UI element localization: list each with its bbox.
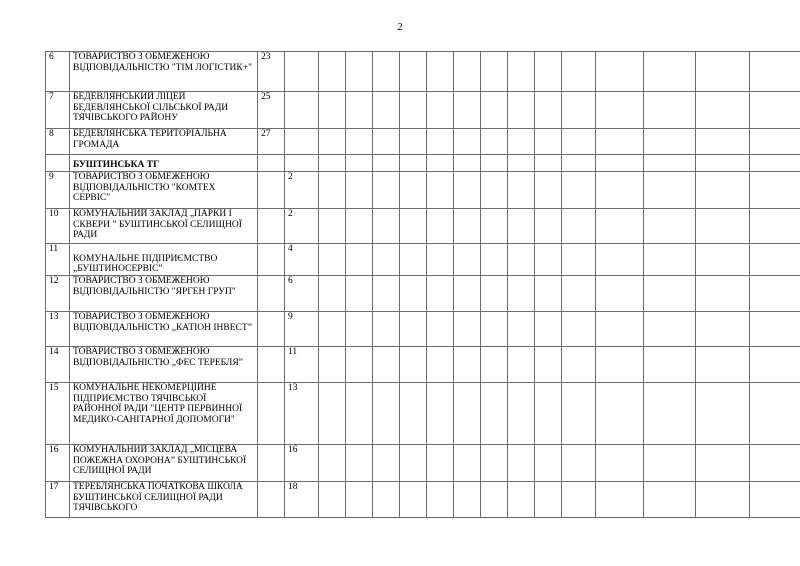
value-col-a [258,312,285,347]
empty-cell [400,312,427,347]
empty-cell [373,347,400,383]
empty-cell [535,209,562,244]
empty-cell [596,312,644,347]
empty-cell [562,383,596,445]
empty-cell [454,445,481,482]
empty-cell [696,445,750,482]
empty-cell [696,129,750,155]
organization-name: ТОВАРИСТВО З ОБМЕЖЕНОЮ ВІДПОВІДАЛЬНІСТЮ „ФЕС ТЕРЕБЛЯ” [70,347,258,383]
value-col-a [258,383,285,445]
empty-cell [400,155,427,172]
empty-cell [508,244,535,276]
empty-cell [508,347,535,383]
empty-cell [346,312,373,347]
organization-name: ТОВАРИСТВО З ОБМЕЖЕНОЮ ВІДПОВІДАЛЬНІСТЮ "ЯРГЕН ГРУП" [70,276,258,312]
value-col-a: 23 [258,52,285,92]
section-row [46,155,800,172]
empty-cell [346,155,373,172]
empty-cell [400,383,427,445]
empty-cell [562,482,596,518]
empty-cell [373,276,400,312]
empty-cell [508,52,535,92]
empty-cell [454,244,481,276]
empty-cell [508,129,535,155]
empty-cell [319,347,346,383]
value-col-b [285,155,319,172]
empty-cell [750,52,800,92]
empty-cell [644,383,696,445]
empty-cell [454,482,481,518]
empty-cell [346,172,373,209]
empty-cell [400,244,427,276]
empty-cell [481,445,508,482]
value-col-b [285,92,319,129]
empty-cell [319,155,346,172]
empty-cell [400,276,427,312]
empty-cell [644,52,696,92]
empty-cell [400,209,427,244]
empty-cell [346,209,373,244]
empty-cell [454,155,481,172]
empty-cell [373,209,400,244]
empty-cell [696,482,750,518]
empty-cell [427,244,454,276]
empty-cell [481,52,508,92]
empty-cell [508,209,535,244]
empty-cell [346,129,373,155]
empty-cell [346,92,373,129]
empty-cell [596,172,644,209]
empty-cell [596,155,644,172]
empty-cell [373,383,400,445]
empty-cell [535,155,562,172]
empty-cell [644,482,696,518]
value-col-a [258,172,285,209]
empty-cell [427,155,454,172]
row-number: 9 [46,172,70,209]
empty-cell [644,209,696,244]
empty-cell [696,209,750,244]
empty-cell [562,92,596,129]
empty-cell [481,276,508,312]
empty-cell [508,445,535,482]
value-col-b: 2 [285,209,319,244]
table-row [46,92,800,129]
value-col-b: 16 [285,445,319,482]
empty-cell [454,52,481,92]
row-number: 14 [46,347,70,383]
empty-cell [644,92,696,129]
empty-cell [508,276,535,312]
empty-cell [696,312,750,347]
empty-cell [596,52,644,92]
table-row [46,172,800,209]
empty-cell [535,347,562,383]
table-row [46,276,800,312]
empty-cell [644,445,696,482]
table-row [46,129,800,155]
empty-cell [562,155,596,172]
empty-cell [750,276,800,312]
empty-cell [427,445,454,482]
value-col-b: 18 [285,482,319,518]
row-number: 10 [46,209,70,244]
empty-cell [644,244,696,276]
empty-cell [644,312,696,347]
empty-cell [346,276,373,312]
empty-cell [644,155,696,172]
empty-cell [454,312,481,347]
section-title: БУШТИНСЬКА ТГ [70,155,258,172]
empty-cell [400,482,427,518]
empty-cell [400,129,427,155]
table-row [46,209,800,244]
value-col-b: 4 [285,244,319,276]
empty-cell [400,445,427,482]
empty-cell [596,209,644,244]
empty-cell [696,52,750,92]
empty-cell [427,172,454,209]
empty-cell [596,482,644,518]
organization-name: БЕДЕВЛЯНСЬКА ТЕРИТОРІАЛЬНА ГРОМАДА [70,129,258,155]
row-number: 15 [46,383,70,445]
value-col-a [258,276,285,312]
empty-cell [373,445,400,482]
empty-cell [562,244,596,276]
empty-cell [562,276,596,312]
empty-cell [427,52,454,92]
table-row [46,312,800,347]
empty-cell [750,347,800,383]
empty-cell [481,92,508,129]
empty-cell [508,155,535,172]
empty-cell [481,209,508,244]
empty-cell [508,383,535,445]
empty-cell [319,383,346,445]
empty-cell [562,172,596,209]
organization-name: КОМУНАЛЬНЕ ПІДПРИЄМСТВО „БУШТИНОСЕРВІС” [70,244,258,276]
organization-name: БЕДЕВЛЯНСЬКИЙ ЛІЦЕЙ БЕДЕВЛЯНСЬКОЇ СІЛЬСЬКОЇ РАДИ ТЯЧІВСЬКОГО РАЙОНУ [70,92,258,129]
value-col-b: 2 [285,172,319,209]
organization-name: ТОВАРИСТВО З ОБМЕЖЕНОЮ ВІДПОВІДАЛЬНІСТЮ „КАТІОН ІНВЕСТ” [70,312,258,347]
empty-cell [750,209,800,244]
empty-cell [400,347,427,383]
empty-cell [596,92,644,129]
empty-cell [535,172,562,209]
empty-cell [696,276,750,312]
empty-cell [400,52,427,92]
empty-cell [750,172,800,209]
value-col-a [258,155,285,172]
empty-cell [644,172,696,209]
empty-cell [535,92,562,129]
value-col-a [258,244,285,276]
organization-name: КОМУНАЛЬНИЙ ЗАКЛАД „МІСЦЕВА ПОЖЕЖНА ОХОРОНА” БУШТИНСЬКОЇ СЕЛИЩНОЇ РАДИ [70,445,258,482]
empty-cell [346,383,373,445]
row-number: 6 [46,52,70,92]
empty-cell [481,347,508,383]
empty-cell [562,312,596,347]
empty-cell [535,312,562,347]
value-col-b: 6 [285,276,319,312]
value-col-b [285,129,319,155]
table-row [46,383,800,445]
empty-cell [750,92,800,129]
empty-cell [481,482,508,518]
empty-cell [373,172,400,209]
empty-cell [427,347,454,383]
empty-cell [400,92,427,129]
empty-cell [427,482,454,518]
empty-cell [535,445,562,482]
empty-cell [346,52,373,92]
empty-cell [319,172,346,209]
table-row [46,445,800,482]
organization-name: ТОВАРИСТВО З ОБМЕЖЕНОЮ ВІДПОВІДАЛЬНІСТЮ "ТІМ ЛОГІСТИК+" [70,52,258,92]
row-number: 7 [46,92,70,129]
empty-cell [454,383,481,445]
empty-cell [696,172,750,209]
empty-cell [508,312,535,347]
empty-cell [346,244,373,276]
empty-cell [508,482,535,518]
value-col-a [258,347,285,383]
empty-cell [346,347,373,383]
empty-cell [750,155,800,172]
empty-cell [454,92,481,129]
value-col-a [258,209,285,244]
empty-cell [319,445,346,482]
empty-cell [750,244,800,276]
empty-cell [508,172,535,209]
empty-cell [319,482,346,518]
empty-cell [750,312,800,347]
empty-cell [373,129,400,155]
page-number: 2 [397,21,403,33]
organization-name: ТЕРЕБЛЯНСЬКА ПОЧАТКОВА ШКОЛА БУШТИНСЬКОЇ СЕЛИЩНОЇ РАДИ ТЯЧІВСЬКОГО [70,482,258,518]
row-number: 11 [46,244,70,276]
empty-cell [427,312,454,347]
registry-table [45,51,800,518]
empty-cell [481,383,508,445]
empty-cell [508,92,535,129]
empty-cell [644,276,696,312]
value-col-b [285,52,319,92]
empty-cell [427,129,454,155]
empty-cell [535,244,562,276]
row-number [46,155,70,172]
empty-cell [696,383,750,445]
empty-cell [750,129,800,155]
empty-cell [562,347,596,383]
empty-cell [750,383,800,445]
table-row [46,482,800,518]
value-col-b: 13 [285,383,319,445]
empty-cell [696,244,750,276]
empty-cell [535,276,562,312]
empty-cell [373,244,400,276]
empty-cell [750,445,800,482]
value-col-a: 27 [258,129,285,155]
empty-cell [535,129,562,155]
empty-cell [346,445,373,482]
empty-cell [319,209,346,244]
value-col-a: 25 [258,92,285,129]
value-col-b: 11 [285,347,319,383]
empty-cell [427,209,454,244]
empty-cell [696,92,750,129]
organization-name: КОМУНАЛЬНЕ НЕКОМЕРЦІЙНЕ ПІДПРИЄМСТВО ТЯЧІВСЬКОЇ РАЙОННОЇ РАДИ "ЦЕНТР ПЕРВИННОЇ МЕДИКО-САНІТАРНОЇ ДОПОМОГИ" [70,383,258,445]
value-col-a [258,482,285,518]
empty-cell [373,52,400,92]
empty-cell [373,92,400,129]
empty-cell [373,312,400,347]
empty-cell [319,52,346,92]
empty-cell [596,129,644,155]
empty-cell [481,172,508,209]
empty-cell [319,129,346,155]
empty-cell [596,347,644,383]
empty-cell [373,155,400,172]
row-number: 16 [46,445,70,482]
organization-name: ТОВАРИСТВО З ОБМЕЖЕНОЮ ВІДПОВІДАЛЬНІСТЮ "КОМТЕХ СЕРВІС" [70,172,258,209]
empty-cell [562,129,596,155]
row-number: 17 [46,482,70,518]
empty-cell [454,129,481,155]
empty-cell [481,312,508,347]
empty-cell [562,52,596,92]
empty-cell [535,383,562,445]
empty-cell [319,244,346,276]
value-col-a [258,445,285,482]
empty-cell [427,383,454,445]
empty-cell [696,347,750,383]
empty-cell [562,209,596,244]
empty-cell [319,92,346,129]
value-col-b: 9 [285,312,319,347]
row-number: 13 [46,312,70,347]
empty-cell [319,276,346,312]
empty-cell [562,445,596,482]
table-row [46,347,800,383]
empty-cell [644,347,696,383]
empty-cell [454,172,481,209]
empty-cell [596,445,644,482]
empty-cell [400,172,427,209]
table-row [46,244,800,276]
empty-cell [346,482,373,518]
empty-cell [319,312,346,347]
empty-cell [750,482,800,518]
empty-cell [596,276,644,312]
empty-cell [696,155,750,172]
empty-cell [481,155,508,172]
row-number: 12 [46,276,70,312]
table-row [46,52,800,92]
empty-cell [644,129,696,155]
empty-cell [596,383,644,445]
empty-cell [454,209,481,244]
empty-cell [454,347,481,383]
empty-cell [427,92,454,129]
empty-cell [427,276,454,312]
empty-cell [481,129,508,155]
empty-cell [481,244,508,276]
empty-cell [535,52,562,92]
empty-cell [535,482,562,518]
organization-name: КОМУНАЛЬНИЙ ЗАКЛАД „ПАРКИ І СКВЕРИ ” БУШТИНСЬКОЇ СЕЛИЩНОЇ РАДИ [70,209,258,244]
row-number: 8 [46,129,70,155]
empty-cell [373,482,400,518]
empty-cell [454,276,481,312]
empty-cell [596,244,644,276]
